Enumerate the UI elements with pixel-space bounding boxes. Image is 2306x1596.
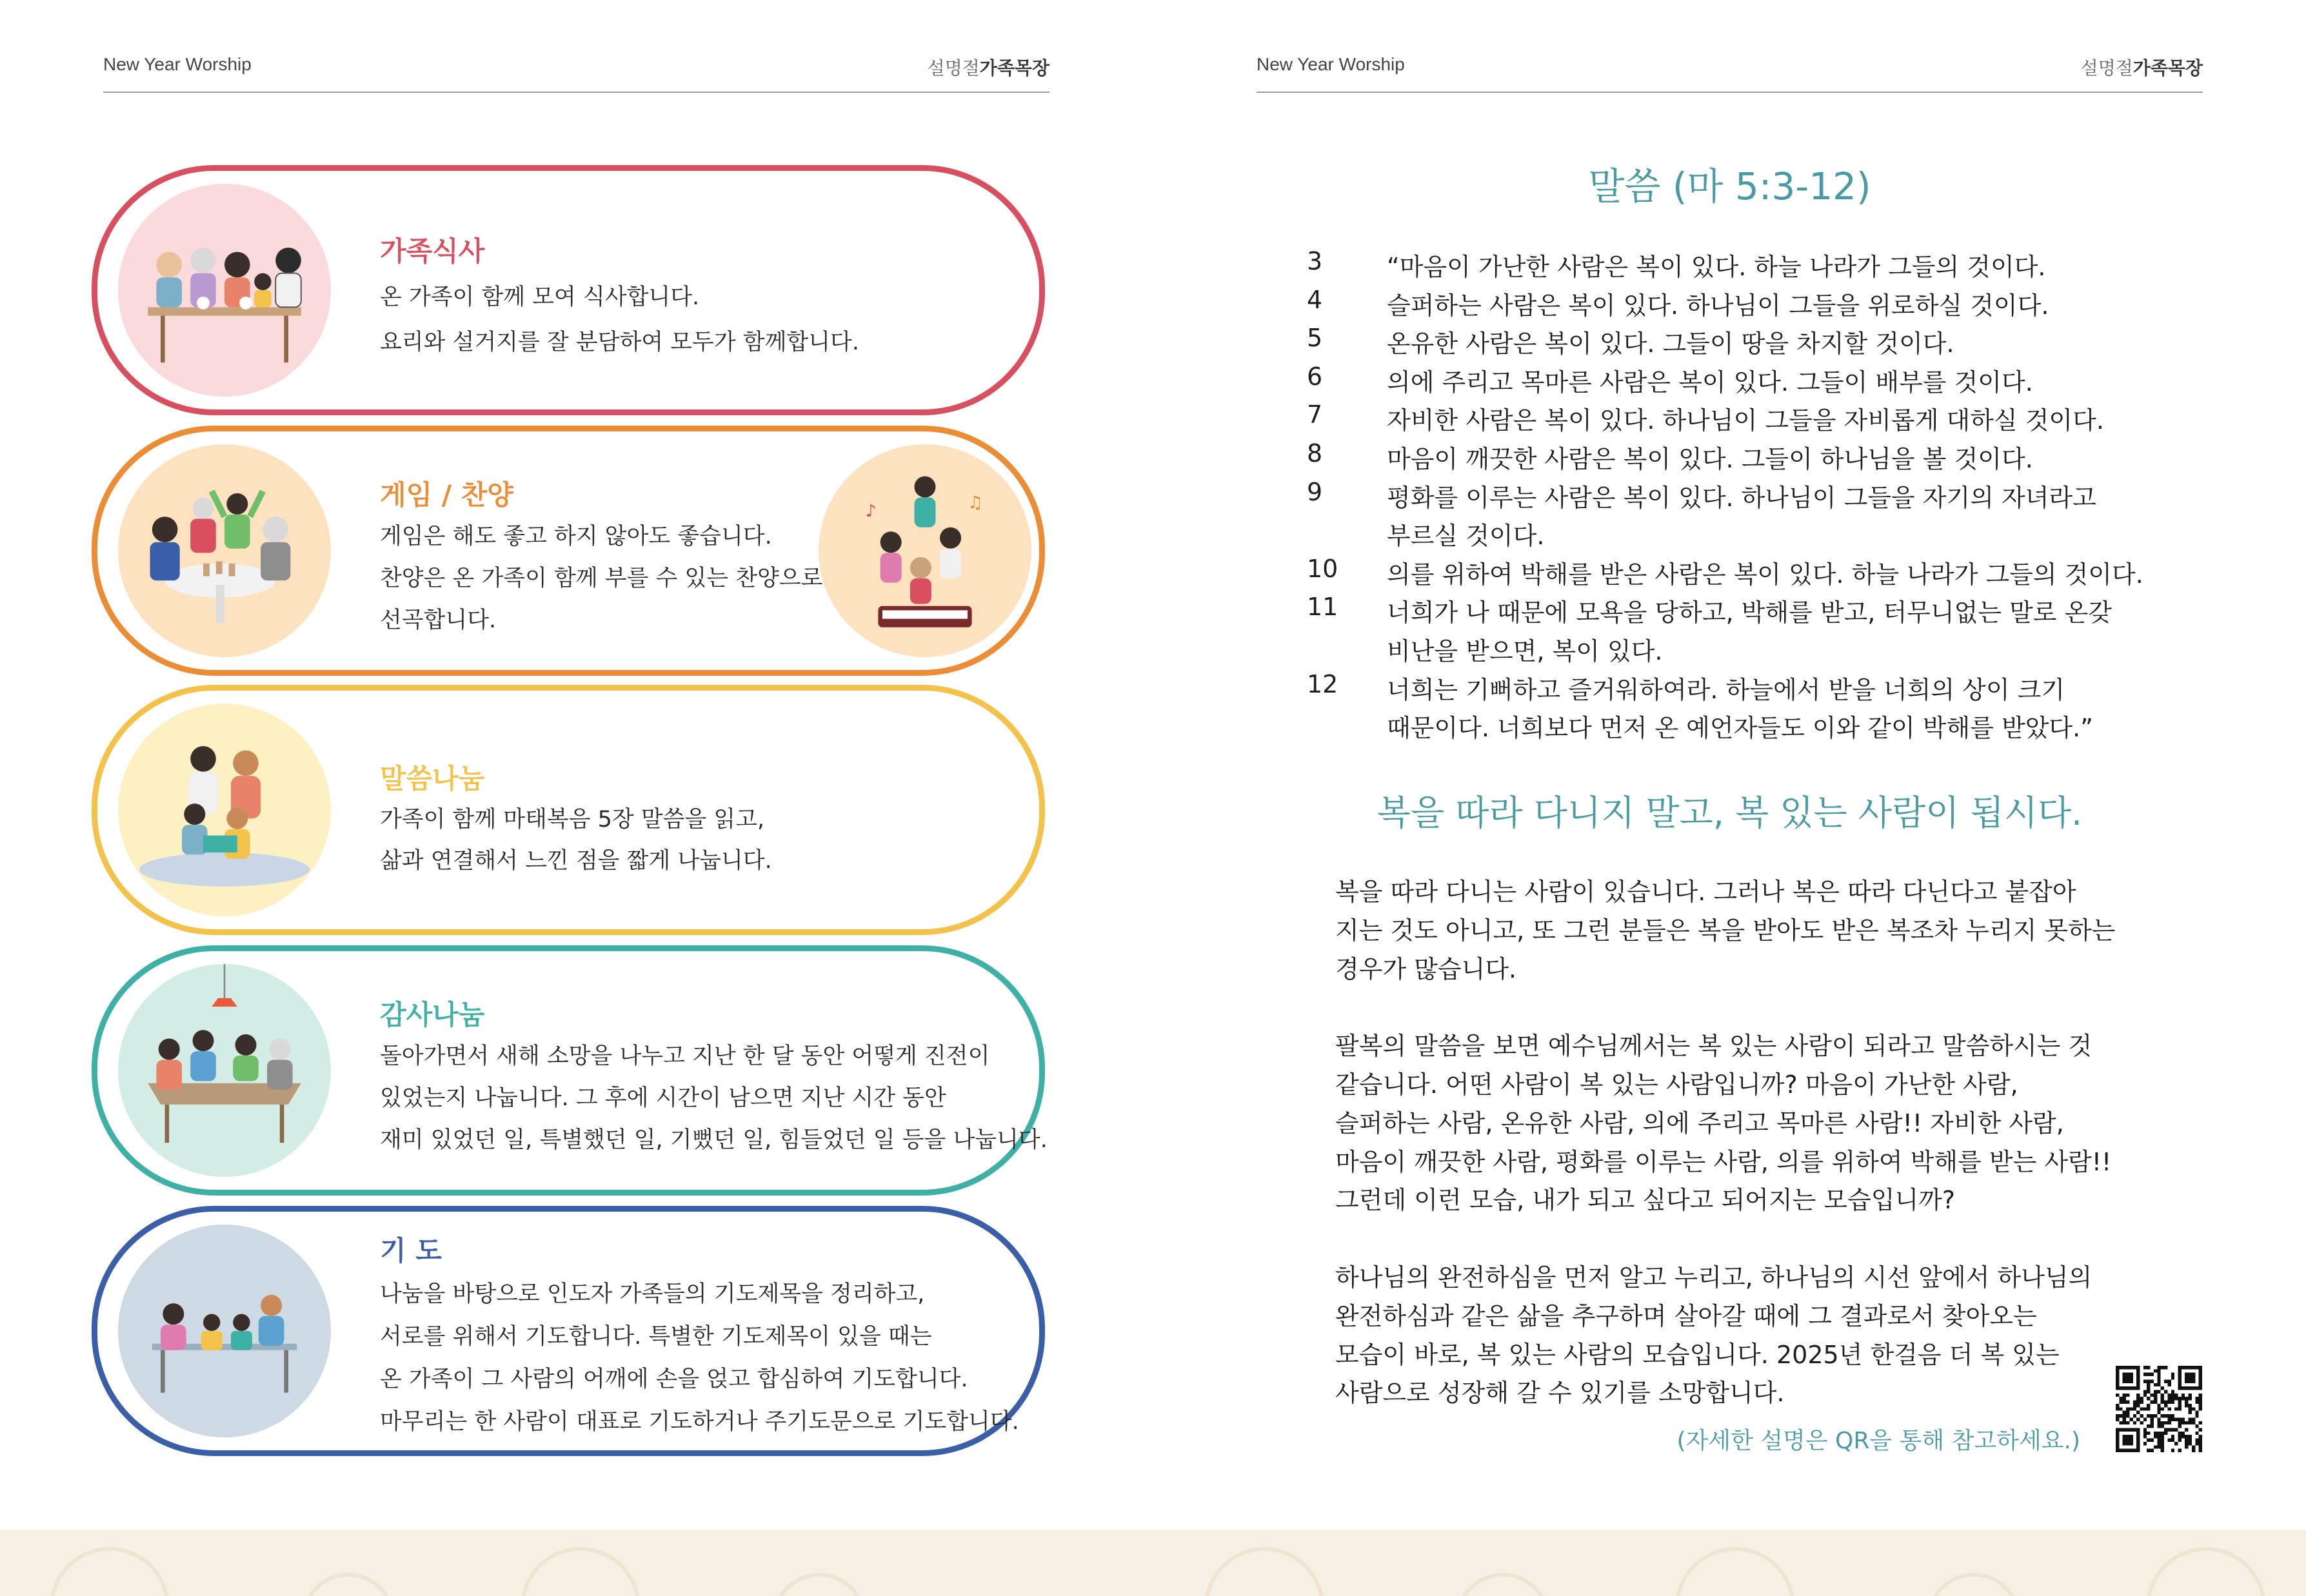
message-line: 팔복의 말씀을 보면 예수님께서는 복 있는 사람이 되라고 말씀하시는 것 bbox=[1335, 1032, 2092, 1061]
verse-text: 평화를 이루는 사람은 복이 있다. 하나님이 그들을 자기의 자녀라고 bbox=[1387, 483, 2096, 512]
card-word-sharing bbox=[92, 685, 1045, 935]
card-line: 온 가족이 그 사람의 어깨에 손을 얹고 합심하여 기도합니다. bbox=[380, 1366, 968, 1392]
scripture-title: 말씀 (마 5:3-12) bbox=[1588, 164, 1871, 208]
card-thanks-sharing bbox=[92, 945, 1048, 1196]
card-line: 서로를 위해서 기도합니다. 특별한 기도제목이 있을 때는 bbox=[380, 1324, 932, 1350]
message-line: 모습이 바로, 복 있는 사람의 모습입니다. 2025년 한걸음 더 복 있는 bbox=[1335, 1340, 2060, 1369]
card-line: 있었는지 나눕니다. 그 후에 시간이 남으면 지난 시간 동안 bbox=[380, 1085, 946, 1111]
card-title: 게임 / 찬양 bbox=[380, 479, 513, 511]
right-page bbox=[1153, 0, 2306, 1596]
card-line: 재미 있었던 일, 특별했던 일, 기뻤던 일, 힘들었던 일 등을 나눕니다. bbox=[380, 1127, 1048, 1153]
verse-text: 슬퍼하는 사람은 복이 있다. 하나님이 그들을 위로하실 것이다. bbox=[1387, 291, 2049, 320]
card-line: 나눔을 바탕으로 인도자 가족들의 기도제목을 정리하고, bbox=[380, 1281, 925, 1307]
card-title: 감사나눔 bbox=[380, 999, 485, 1030]
message-line: 완전하심과 같은 삶을 추구하며 살아갈 때에 그 결과로서 찾아오는 bbox=[1335, 1301, 2037, 1330]
header-left-label: New Year Worship bbox=[103, 54, 252, 74]
verse-text: 너희는 기뻐하고 즐거워하여라. 하늘에서 받을 너희의 상이 크기 bbox=[1387, 675, 2065, 704]
verse-number: 8 bbox=[1307, 439, 1323, 468]
verse-number: 3 bbox=[1307, 247, 1323, 275]
card-game-praise bbox=[92, 426, 1045, 676]
card-line: 온 가족이 함께 모여 식사합니다. bbox=[380, 284, 700, 310]
message-heading: 복을 따라 다니지 말고, 복 있는 사람이 됩시다. bbox=[1377, 793, 2083, 833]
verse-text: 부르실 것이다. bbox=[1387, 522, 1545, 551]
card-line: 가족이 함께 마태복음 5장 말씀을 읽고, bbox=[380, 807, 765, 832]
verse-text: 의를 위하여 박해를 받은 사람은 복이 있다. 하늘 나라가 그들의 것이다. bbox=[1387, 560, 2143, 589]
message-line: 복을 따라 다니는 사람이 있습니다. 그러나 복은 따라 다닌다고 붙잡아 bbox=[1335, 878, 2076, 906]
message-line: 마음이 깨끗한 사람, 평화를 이루는 사람, 의를 위하여 박해를 받는 사람!! bbox=[1335, 1147, 2112, 1176]
card-prayer bbox=[92, 1206, 1045, 1456]
family-meal-illustration bbox=[118, 184, 331, 397]
footer-decorative-band bbox=[0, 1530, 2306, 1596]
message-line: 경우가 많습니다. bbox=[1335, 954, 1517, 983]
verse-number: 10 bbox=[1307, 554, 1338, 583]
header-right-label: 설명절가족목장 bbox=[2080, 57, 2203, 79]
family-game-illustration bbox=[118, 444, 331, 657]
family-table-illustration bbox=[118, 964, 331, 1177]
verse-text: 자비한 사람은 복이 있다. 하나님이 그들을 자비롭게 대하실 것이다. bbox=[1387, 406, 2104, 435]
card-title: 말씀나눔 bbox=[380, 763, 485, 794]
header-rule bbox=[103, 92, 1049, 93]
card-line: 게임은 해도 좋고 하지 않아도 좋습니다. bbox=[380, 524, 772, 549]
card-family-meal bbox=[92, 165, 1045, 415]
message-line: 그런데 이런 모습, 내가 되고 싶다고 되어지는 모습입니까? bbox=[1335, 1186, 1956, 1215]
verse-text: 비난을 받으면, 복이 있다. bbox=[1387, 637, 1663, 665]
qr-reference-note: (자세한 설명은 QR을 통해 참고하세요.) bbox=[1676, 1428, 2080, 1454]
verse-number: 12 bbox=[1307, 669, 1338, 698]
verse-text: “마음이 가난한 사람은 복이 있다. 하늘 나라가 그들의 것이다. bbox=[1387, 253, 2046, 281]
verse-text: 너희가 나 때문에 모욕을 당하고, 박해를 받고, 터무니없는 말로 온갖 bbox=[1387, 598, 2112, 627]
family-reading-illustration bbox=[118, 704, 331, 916]
verse-number: 9 bbox=[1307, 477, 1323, 506]
card-title: 가족식사 bbox=[380, 235, 485, 267]
praise-music-illustration bbox=[819, 444, 1031, 657]
header-rule bbox=[1257, 92, 2203, 93]
header-right-label: 설명절가족목장 bbox=[927, 57, 1049, 79]
verse-number: 6 bbox=[1307, 362, 1323, 391]
verse-text: 온유한 사람은 복이 있다. 그들이 땅을 차지할 것이다. bbox=[1387, 330, 1954, 359]
verse-number: 7 bbox=[1307, 400, 1323, 429]
card-line: 마무리는 한 사람이 대표로 기도하거나 주기도문으로 기도합니다. bbox=[380, 1409, 1019, 1435]
card-line: 선곡합니다. bbox=[380, 607, 497, 633]
family-prayer-illustration bbox=[118, 1225, 331, 1437]
card-title: 기 도 bbox=[380, 1235, 442, 1266]
message-line: 지는 것도 아니고, 또 그런 분들은 복을 받아도 받은 복조차 누리지 못하는 bbox=[1335, 916, 2116, 945]
verse-text: 마음이 깨끗한 사람은 복이 있다. 그들이 하나님을 볼 것이다. bbox=[1387, 445, 2033, 473]
verse-number: 11 bbox=[1307, 593, 1338, 622]
card-line: 돌아가면서 새해 소망을 나누고 지난 한 달 동안 어떻게 진전이 bbox=[380, 1043, 990, 1069]
svg-text:♫: ♫ bbox=[968, 493, 983, 513]
card-line: 삶과 연결해서 느낀 점을 짧게 나눕니다. bbox=[380, 848, 772, 874]
verse-text: 의에 주리고 목마른 사람은 복이 있다. 그들이 배부를 것이다. bbox=[1387, 368, 2033, 397]
qr-code[interactable] bbox=[2116, 1366, 2202, 1452]
message-line: 사람으로 성장해 갈 수 있기를 소망합니다. bbox=[1335, 1379, 1785, 1408]
verse-number: 5 bbox=[1307, 324, 1323, 353]
message-line: 슬퍼하는 사람, 온유한 사람, 의에 주리고 목마른 사람!! 자비한 사람, bbox=[1335, 1108, 2064, 1138]
header-left-label: New Year Worship bbox=[1257, 54, 1405, 74]
svg-text:♪: ♪ bbox=[865, 501, 877, 522]
card-line: 찬양은 온 가족이 함께 부를 수 있는 찬양으로 bbox=[380, 566, 823, 591]
verse-number: 4 bbox=[1307, 285, 1323, 314]
message-line: 같습니다. 어떤 사람이 복 있는 사람입니까? 마음이 가난한 사람, bbox=[1335, 1070, 2018, 1099]
card-line: 요리와 설거지를 잘 분담하여 모두가 함께합니다. bbox=[380, 330, 859, 355]
verse-text: 때문이다. 너희보다 먼저 온 예언자들도 이와 같이 박해를 받았다.” bbox=[1387, 714, 2093, 743]
message-line: 하나님의 완전하심을 먼저 알고 누리고, 하나님의 시선 앞에서 하나님의 bbox=[1335, 1263, 2092, 1292]
